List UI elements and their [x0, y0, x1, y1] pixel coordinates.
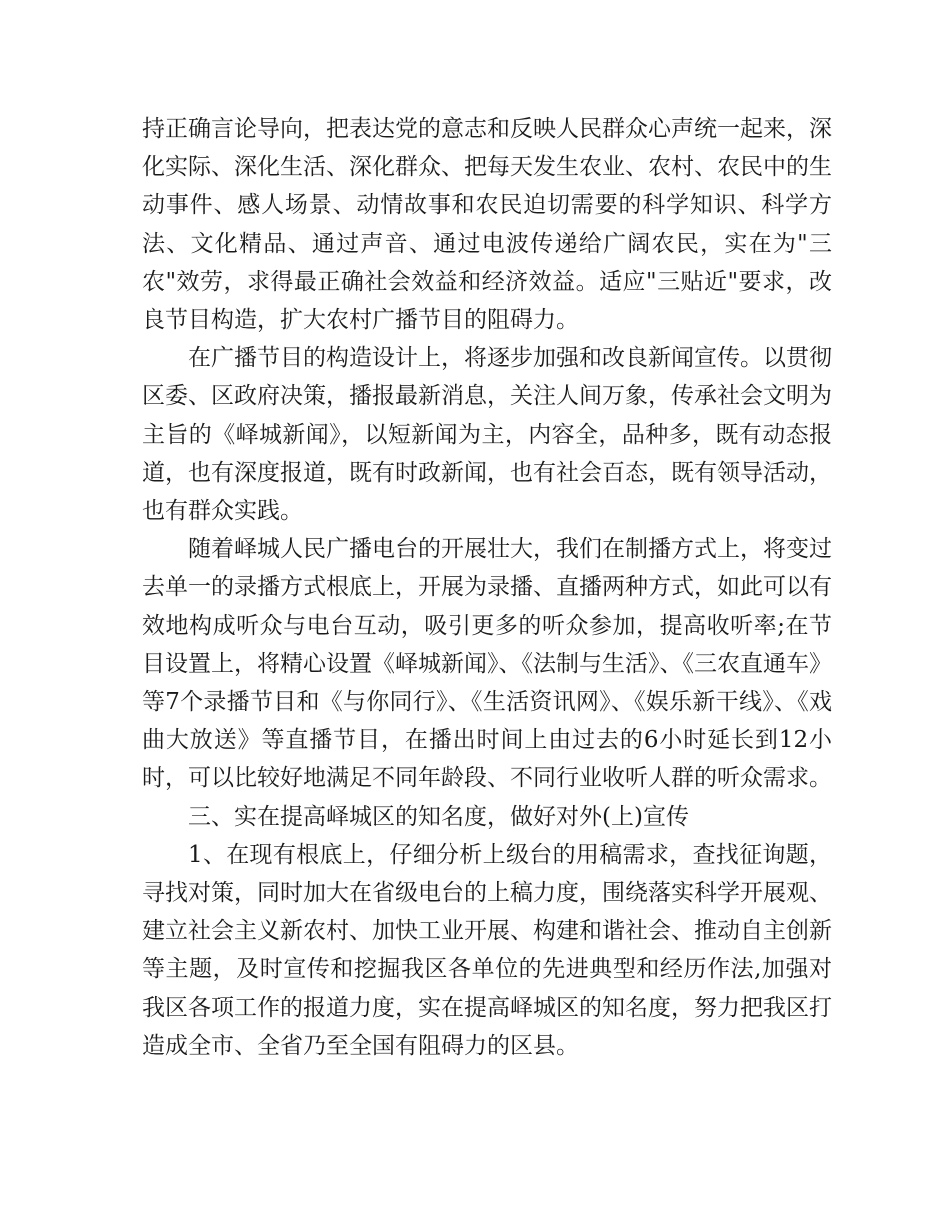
paragraph-continuation: 持正确言论导向，把表达党的意志和反映人民群众心声统一起来，深化实际、深化生活、深化群众、把每天发生农业、农村、农民中的生动事件、感人场景、动情故事和农民迫切需要的科学知识、科学方法、文化精品、通过声音、通过电波传递给广阔农民，实在为"三农"效劳，求得最正确社会效益和经济效益。适应"三贴近"要求，改良节目构造，扩大农村广播节目的阻碍力。: [142, 116, 832, 334]
document-body: [142, 110, 832, 1065]
paragraph-program-structure: 在广播节目的构造设计上，将逐步加强和改良新闻宣传。以贯彻区委、区政府决策，播报最新消息，关注人间万象，传承社会文明为主旨的《峄城新闻》，以短新闻为主，内容全，品种多，既有动态报道，也有深度报道，既有时政新闻，也有社会百态，既有领导活动，也有群众实践。: [142, 345, 832, 525]
paragraph-item-1: 1、在现有根底上，仔细分析上级台的用稿需求，查找征询题，寻找对策，同时加大在省级电台的上稿力度，围绕落实科学开展观、建立社会主义新农村、加快工业开展、构建和谐社会、推动自主创新等主题，及时宣传和挖掘我区各单位的先进典型和经历作法,加强对我区各项工作的报道力度，实在提高峄城区的知名度，努力把我区打造成全市、全省乃至全国有阻碍力的区县。: [142, 841, 832, 1059]
paragraph-broadcast-method: 随着峄城人民广播电台的开展壮大，我们在制播方式上，将变过去单一的录播方式根底上，开展为录播、直播两种方式，如此可以有效地构成听众与电台互动，吸引更多的听众参加，提高收听率;在节目设置上，将精心设置《峄城新闻》、《法制与生活》、《三农直通车》等7个录播节目和《与你同行》、《生活资讯网》、《娱乐新干线》、《戏曲大放送》等直播节目，在播出时间上由过去的6小时延长到12小时，可以比较好地满足不同年龄段、不同行业收听人群的听众需求。: [142, 536, 832, 792]
section-heading-3: 三、实在提高峄城区的知名度，做好对外(上)宣传: [188, 803, 689, 830]
